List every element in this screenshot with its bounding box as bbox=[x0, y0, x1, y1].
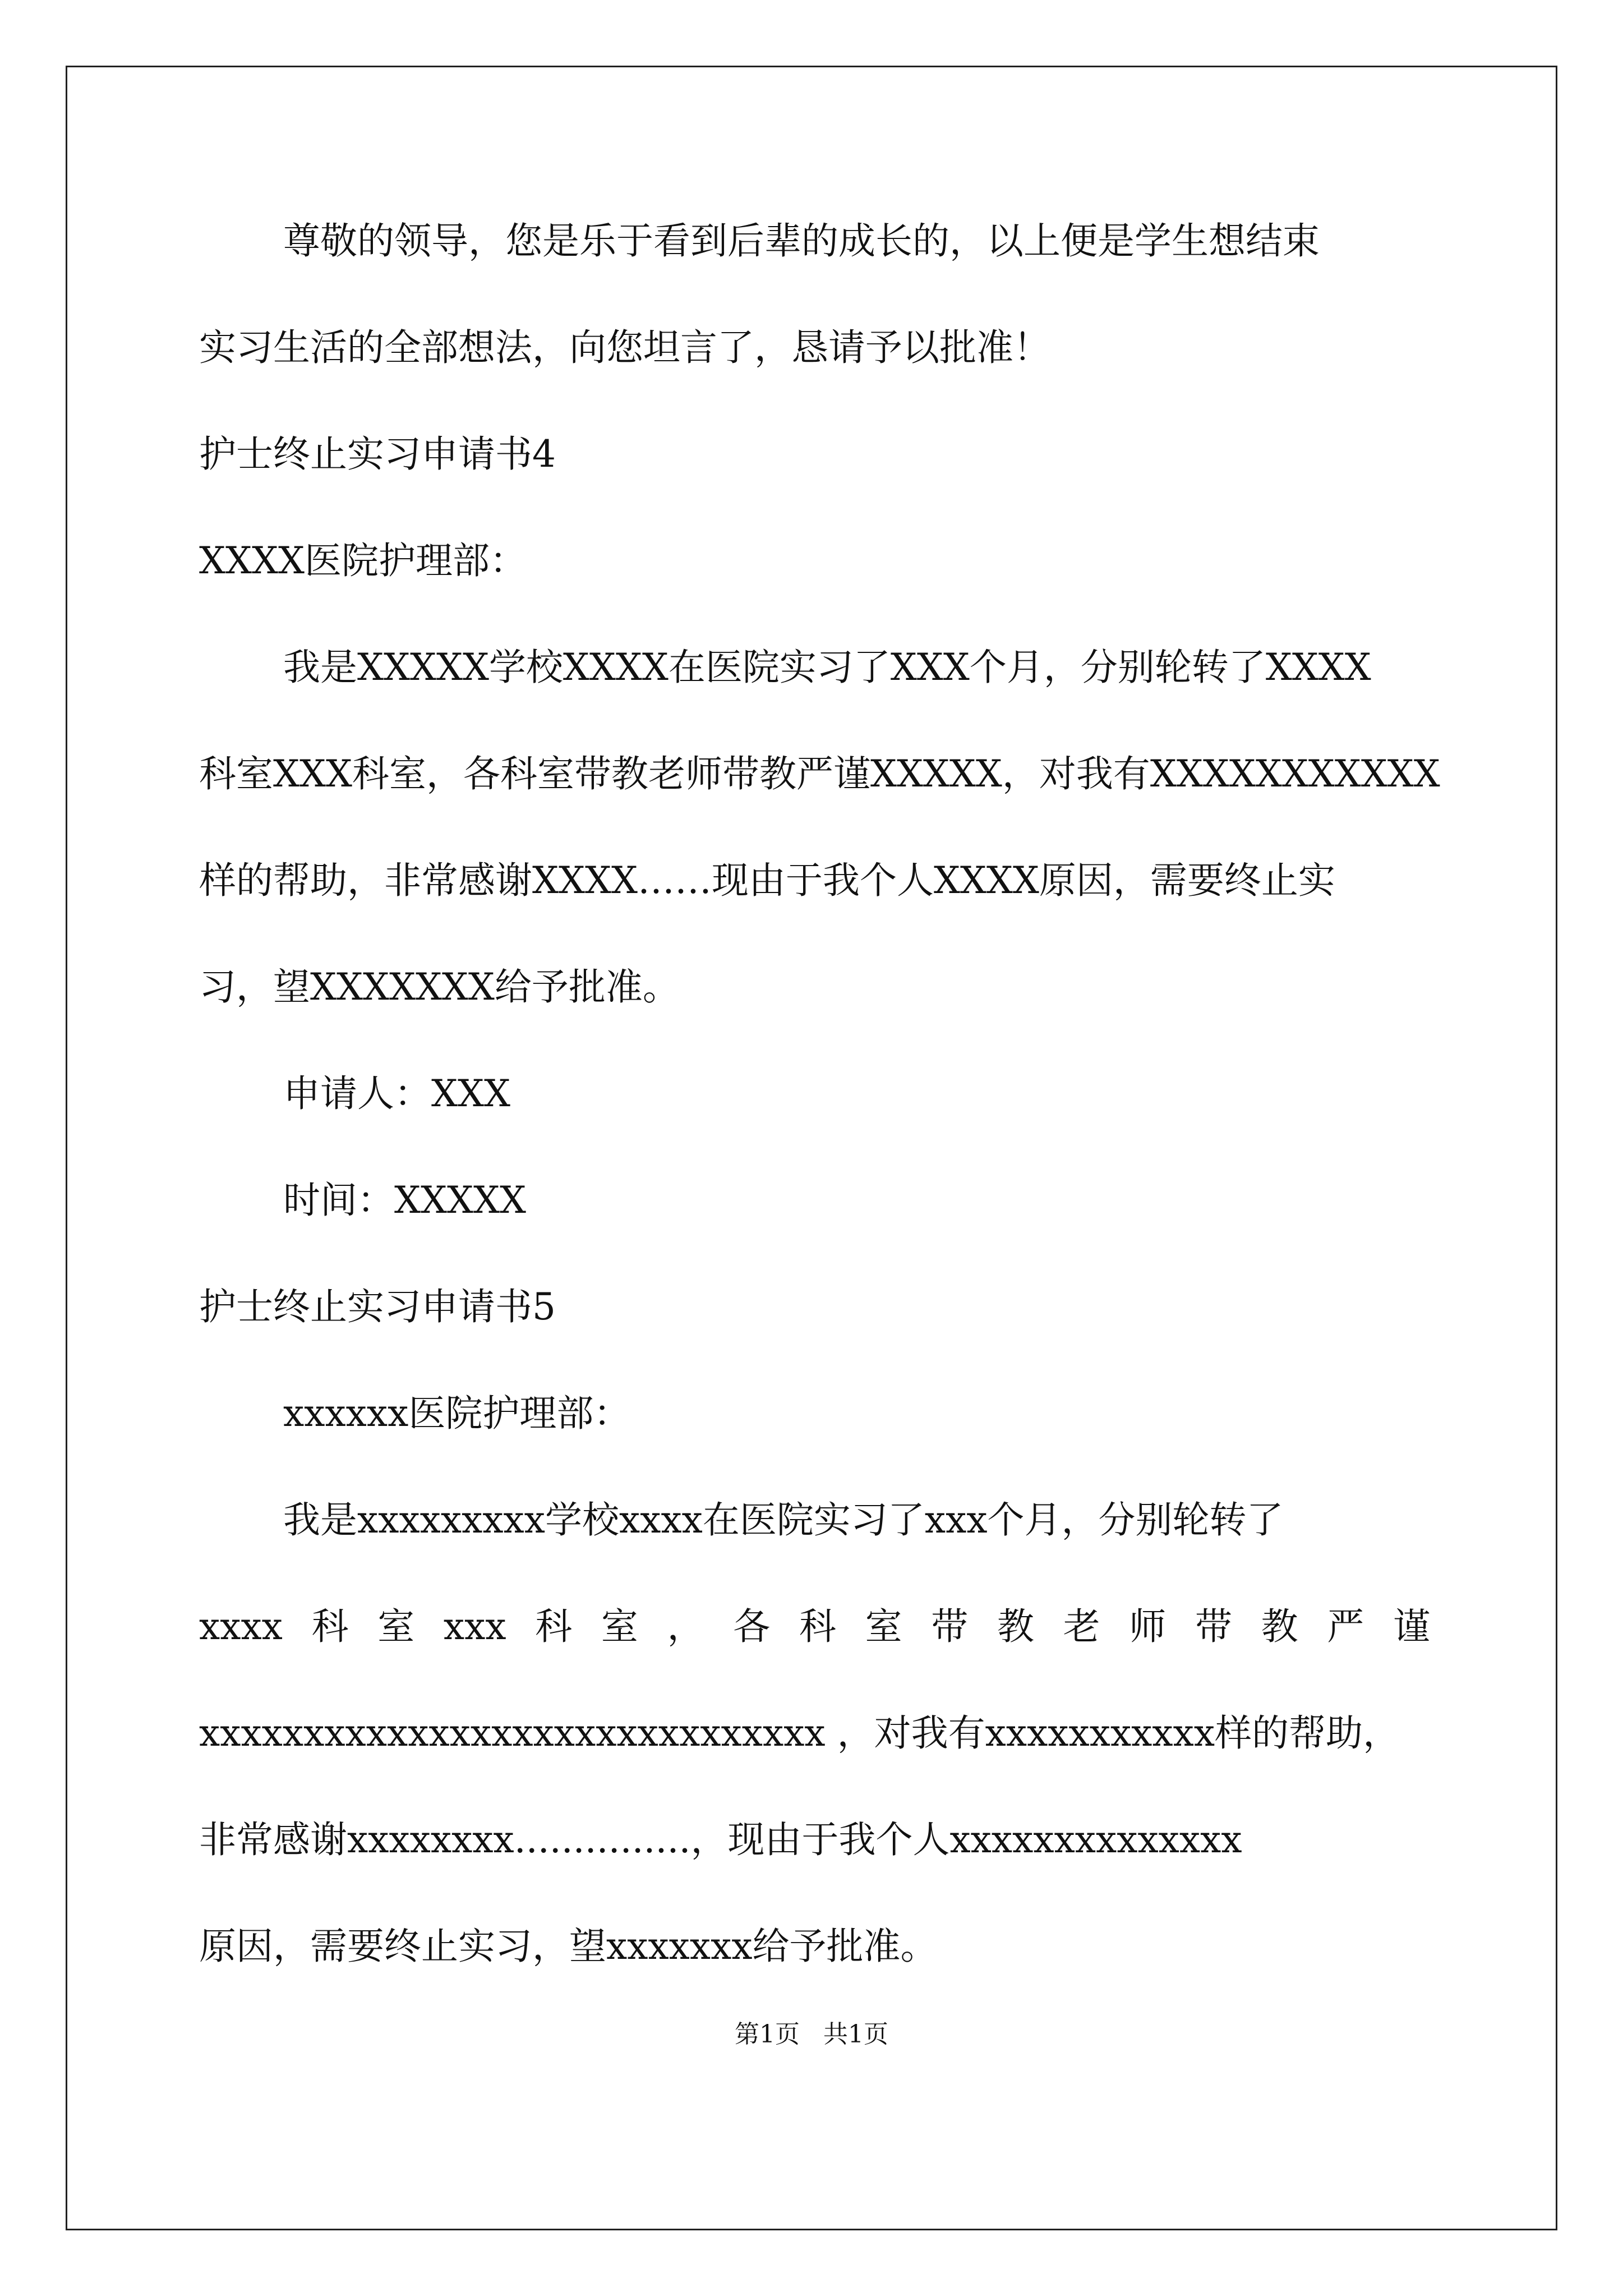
paragraph-line: 尊敬的领导，您是乐于看到后辈的成长的，以上便是学生想结束 bbox=[283, 219, 1320, 263]
closing-paragraph bbox=[199, 216, 1430, 373]
body-paragraph-4 bbox=[199, 642, 1440, 1013]
justified-word: 科 bbox=[799, 1605, 836, 1648]
justified-word: 谨 bbox=[1393, 1605, 1430, 1648]
justified-word: 科 bbox=[535, 1605, 573, 1648]
justified-word: 带 bbox=[1195, 1605, 1232, 1648]
justified-word: 严 bbox=[1327, 1605, 1364, 1648]
paragraph-line: 实习生活的全部想法，向您坦言了，恳请予以批准！ bbox=[199, 326, 1050, 369]
justified-word: xxx bbox=[443, 1605, 506, 1648]
salutation-4-wrap bbox=[199, 536, 1430, 586]
paragraph-line: 习，望XXXXXXX给予批准。 bbox=[199, 965, 680, 1009]
justified-word: 室 bbox=[601, 1605, 638, 1648]
applicant-4: 申请人：XXX bbox=[283, 1072, 510, 1115]
justified-word: 师 bbox=[1129, 1605, 1166, 1648]
justified-word: 各 bbox=[733, 1605, 771, 1648]
salutation-5: xxxxxx医院护理部： bbox=[283, 1392, 631, 1435]
justified-word: 带 bbox=[931, 1605, 969, 1648]
paragraph-line: 我是XXXXX学校XXXX在医院实习了XXX个月，分别轮转了XXXX bbox=[283, 646, 1371, 689]
body-paragraph-5 bbox=[199, 1495, 1430, 1972]
salutation-5-wrap bbox=[199, 1388, 1430, 1439]
section-heading-4: 护士终止实习申请书4 bbox=[199, 432, 556, 476]
justified-paragraph-line bbox=[199, 1602, 1430, 1652]
paragraph-line: 样的帮助，非常感谢XXXX……现由于我个人XXXX原因，需要终止实 bbox=[199, 859, 1335, 902]
paragraph-line: 原因，需要终止实习，望xxxxxxx给予批准。 bbox=[199, 1925, 938, 1968]
justified-word: 老 bbox=[1063, 1605, 1100, 1648]
applicant-4-wrap bbox=[199, 1069, 1430, 1119]
page-number-footer: 第1页 共1页 bbox=[735, 2020, 888, 2049]
justified-word: ， bbox=[667, 1605, 704, 1648]
salutation-4: XXXX医院护理部： bbox=[199, 539, 527, 582]
document-body bbox=[199, 216, 1440, 2028]
section-heading-5: 护士终止实习申请书5 bbox=[199, 1285, 556, 1328]
time-4-wrap bbox=[199, 1175, 1430, 1226]
justified-word: 室 bbox=[865, 1605, 902, 1648]
paragraph-line: xxxxxxxxxxxxxxxxxxxxxxxxxxxxxx ，对我有xxxxxxxxxxx样的帮助， bbox=[199, 1711, 1400, 1755]
paragraph-line: 我是xxxxxxxxx学校xxxx在医院实习了xxx个月，分别轮转了 bbox=[283, 1498, 1284, 1542]
justified-word: 科 bbox=[311, 1605, 349, 1648]
time-4: 时间：XXXXX bbox=[283, 1179, 526, 1222]
section-heading-5-wrap bbox=[199, 1282, 1430, 1332]
paragraph-line: 非常感谢xxxxxxxx...............，现由于我个人xxxxxxxxxxxxxx bbox=[199, 1818, 1242, 1861]
justified-word: 室 bbox=[377, 1605, 415, 1648]
justified-word: 教 bbox=[997, 1605, 1034, 1648]
justified-word: 教 bbox=[1261, 1605, 1298, 1648]
justified-word: xxxx bbox=[199, 1605, 283, 1648]
section-heading-4-wrap bbox=[199, 429, 1430, 480]
paragraph-line: 科室XXX科室，各科室带教老师带教严谨XXXXX，对我有XXXXXXXXXXX bbox=[199, 752, 1440, 795]
